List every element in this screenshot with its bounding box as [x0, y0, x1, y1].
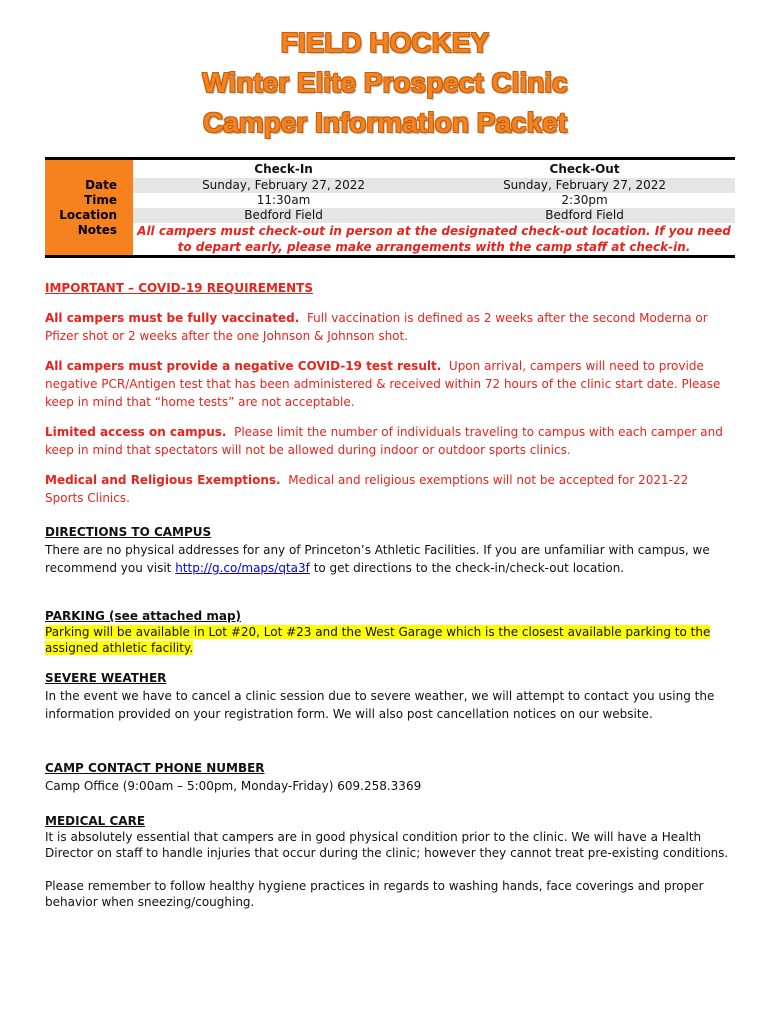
covid-item-exemptions: [45, 471, 730, 507]
parking-text: [45, 624, 730, 656]
notes-text: All campers must check-out in person at the designated check-out location. If you need to depart early, please make arrangements with the camp staff at check-in.: [133, 223, 735, 257]
covid-heading: IMPORTANT – COVID-19 REQUIREMENTS: [45, 281, 314, 295]
weather-heading: SEVERE WEATHER: [45, 671, 167, 685]
row-label-date: Date: [45, 178, 133, 193]
checkout-date: Sunday, February 27, 2022: [434, 178, 735, 193]
schedule-row-location: [45, 208, 735, 223]
row-label-location: Location: [45, 208, 133, 223]
directions-heading: DIRECTIONS TO CAMPUS: [45, 525, 212, 539]
covid-item-lead: Medical and Religious Exemptions.: [45, 473, 281, 487]
title-block: [0, 23, 770, 143]
checkin-date: Sunday, February 27, 2022: [133, 178, 434, 193]
covid-item-body: Full vaccination is defined as 2 weeks after the second Moderna or Pfizer shot or 2 weeks after the one Johnson & Johnson shot.: [45, 311, 708, 343]
row-label-notes: Notes: [45, 223, 133, 257]
contact-section: [45, 759, 730, 795]
covid-item-body: Please limit the number of individuals traveling to campus with each camper and keep in mind that spectators will not be allowed during indoor or outdoor sports clinics.: [45, 425, 723, 457]
parking-heading: PARKING (see attached map): [45, 609, 242, 623]
checkin-time: 11:30am: [256, 193, 311, 207]
parking-section: [45, 608, 730, 656]
medical-text-1: It is absolutely essential that campers are in good physical condition prior to the clinic. We will have a Health Director on staff to handle injuries that occur during the clinic; however they cannot treat pre-existing conditions.: [45, 830, 729, 860]
title-line-2: Winter Elite Prospect Clinic: [202, 67, 568, 98]
directions-text-after: to get directions to the check-in/check-out location.: [309, 561, 625, 575]
covid-item-body: Medical and religious exemptions will not be accepted for 2021-22 Sports Clinics.: [45, 473, 689, 505]
header-checkin: Check-In: [133, 159, 434, 179]
covid-item-body: Upon arrival, campers will need to provide negative PCR/Antigen test that has been administered & received within 72 hours of the clinic start date. Please keep in mind that “home tests” are not acceptable.: [45, 359, 721, 409]
directions-text-before: There are no physical addresses for any of Princeton’s Athletic Facilities. If you are unfamiliar with campus, we recommend you visit: [45, 543, 710, 575]
schedule-table: [45, 157, 735, 258]
covid-item-lead: Limited access on campus.: [45, 425, 227, 439]
checkin-location: Bedford Field: [133, 208, 434, 223]
schedule-row-time: [45, 193, 735, 208]
directions-text: [45, 541, 730, 577]
covid-item-vaccinated: [45, 309, 730, 345]
header-blank-cell: [45, 159, 133, 179]
medical-section: [45, 813, 730, 910]
schedule-row-notes: [45, 223, 735, 257]
medical-heading: MEDICAL CARE: [45, 814, 146, 828]
row-label-time: Time: [45, 193, 133, 208]
schedule-row-date: [45, 178, 735, 193]
schedule-header-row: [45, 159, 735, 179]
covid-item-test: [45, 357, 730, 411]
checkout-time: 2:30pm: [561, 193, 608, 207]
title-line-3: Camper Information Packet: [202, 107, 568, 138]
directions-map-link[interactable]: http://g.co/maps/qta3f: [175, 561, 310, 575]
checkout-location: Bedford Field: [434, 208, 735, 223]
contact-text: Camp Office (9:00am – 5:00pm, Monday-Friday) 609.258.3369: [45, 779, 422, 793]
weather-text: In the event we have to cancel a clinic session due to severe weather, we will attempt to contact you using the information provided on your registration form. We will also post cancellation notices on our website.: [45, 689, 715, 721]
header-checkout: Check-Out: [434, 159, 735, 179]
covid-item-lead: All campers must provide a negative COVID-19 test result.: [45, 359, 442, 373]
covid-section: [45, 279, 730, 507]
covid-item-lead: All campers must be fully vaccinated.: [45, 311, 300, 325]
weather-section: [45, 669, 730, 723]
parking-highlight: Parking will be available in Lot #20, Lot #23 and the West Garage which is the closest available parking to the assigned athletic facility.: [45, 625, 711, 655]
medical-text-2: Please remember to follow healthy hygiene practices in regards to washing hands, face coverings and proper behavior when sneezing/coughing.: [45, 879, 704, 909]
title-line-1: FIELD HOCKEY: [280, 27, 490, 58]
covid-item-access: [45, 423, 730, 459]
contact-heading: CAMP CONTACT PHONE NUMBER: [45, 761, 265, 775]
directions-section: [45, 523, 730, 577]
